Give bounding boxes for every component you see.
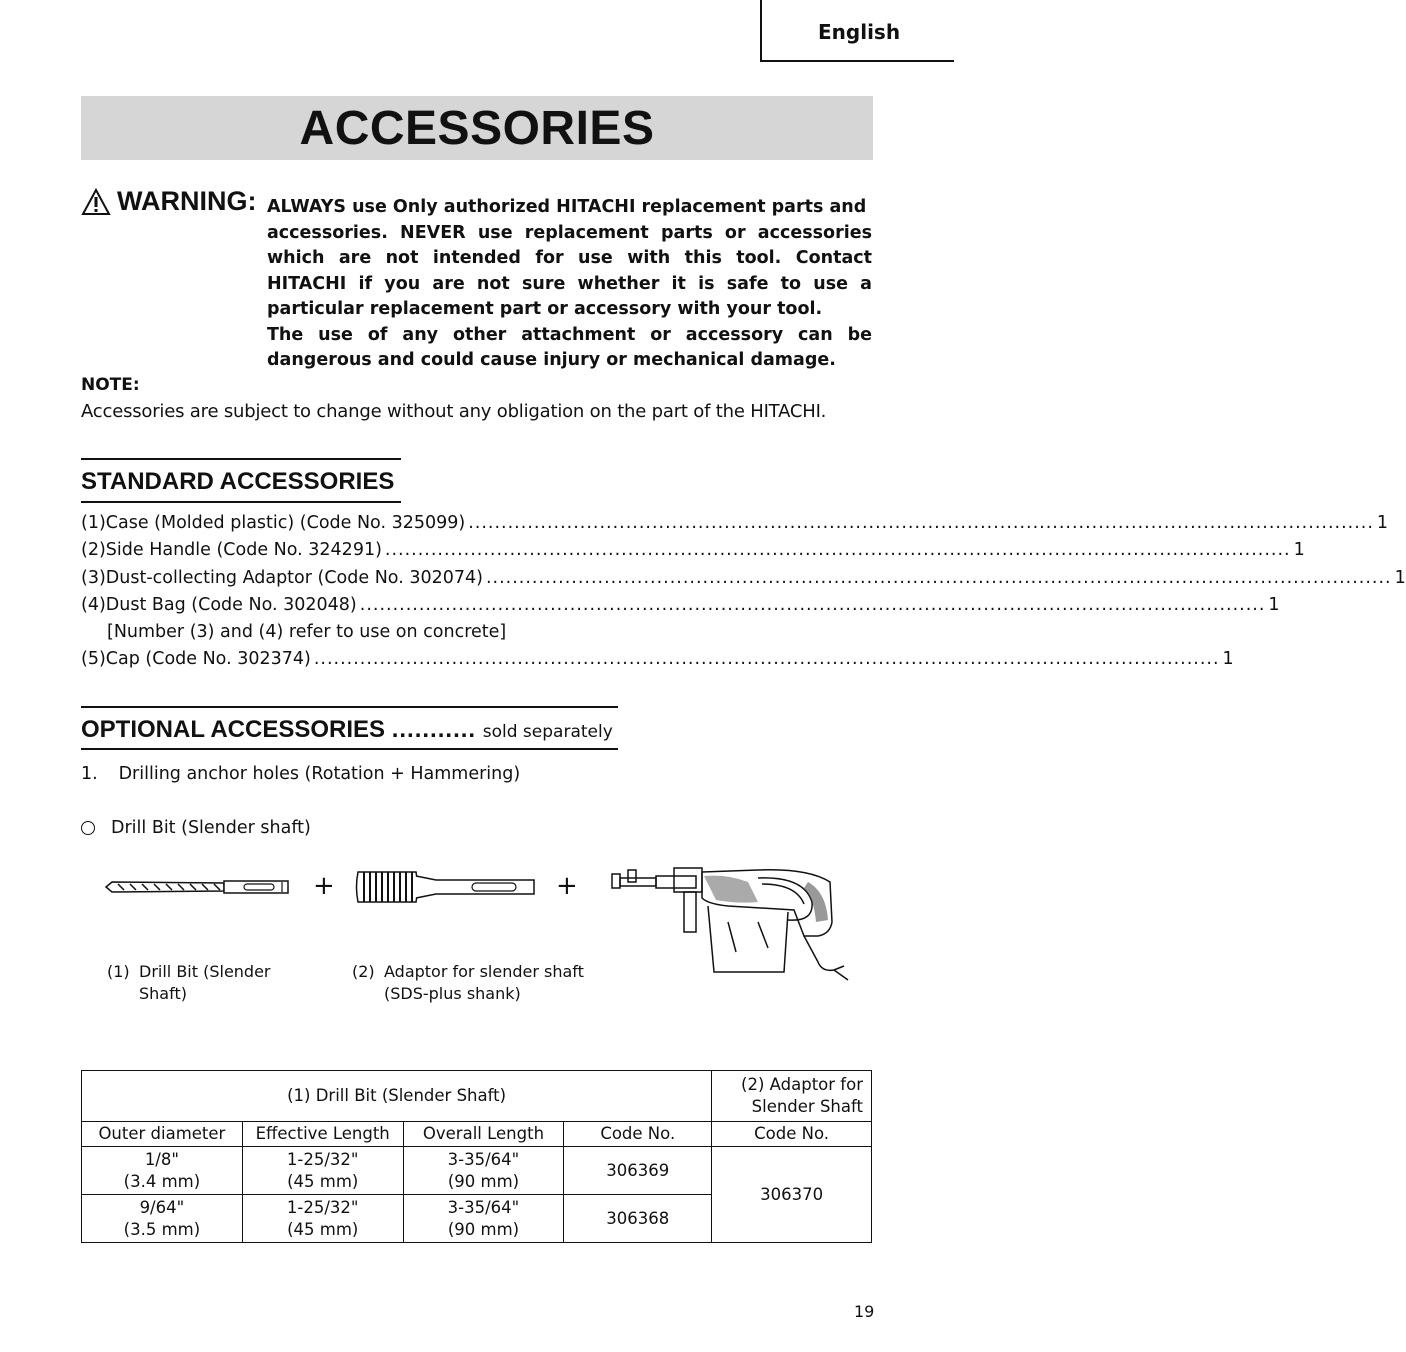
bullet-item	[81, 818, 311, 838]
table-group-header: (1) Drill Bit (Slender Shaft)	[82, 1071, 712, 1122]
table-row	[82, 1071, 872, 1122]
dot-leader: ..........................................................................................................................................	[359, 594, 1266, 615]
table-cell	[82, 1147, 243, 1195]
cell-line: (3.5 mm)	[123, 1219, 201, 1239]
table-cell: 306369	[564, 1147, 712, 1195]
cell-line: 1/8"	[144, 1149, 179, 1169]
table-cell	[82, 1195, 243, 1243]
caption-line: (SDS-plus shank)	[384, 984, 521, 1003]
caption-adaptor	[352, 961, 584, 1005]
dot-leader: ..........................................................................................................................................	[313, 649, 1220, 670]
list-sub-note: [Number (3) and (4) refer to use on concrete]	[107, 622, 507, 643]
table-header-cell: Code No.	[712, 1122, 872, 1147]
standard-heading-text: STANDARD ACCESSORIES	[81, 468, 395, 495]
caption-number: (2)	[352, 962, 375, 981]
list-item	[81, 540, 1305, 567]
item-qty: 1	[1268, 594, 1280, 615]
table-cell: 306368	[564, 1195, 712, 1243]
item-label: (4)Dust Bag (Code No. 302048)	[81, 594, 357, 615]
item-qty: 1	[1376, 513, 1389, 533]
circle-bullet-icon	[81, 821, 95, 835]
table-cell: 306370	[712, 1147, 872, 1243]
item-qty: 1	[1222, 649, 1234, 670]
optional-heading-dots: ...........	[391, 716, 477, 743]
item-label: (2)Side Handle (Code No. 324291)	[81, 540, 382, 561]
cell-line: (3.4 mm)	[123, 1171, 201, 1191]
item-number: 1.	[81, 764, 98, 784]
standard-accessories-list	[81, 513, 1406, 677]
language-tab	[760, 0, 954, 62]
adaptor-illustration	[352, 866, 538, 908]
warning-line1: ALWAYS use Only authorized HITACHI replacement parts and	[267, 197, 867, 217]
item-qty: 1	[1293, 540, 1305, 561]
dot-leader: ..........................................................................................................................................	[468, 513, 1374, 533]
table-header-cell: Code No.	[564, 1122, 712, 1147]
item-qty: 1	[1394, 567, 1406, 588]
caption-line: Shaft)	[139, 984, 187, 1003]
item-label: (1)Case (Molded plastic) (Code No. 325099)	[81, 513, 466, 533]
note-label: NOTE:	[81, 375, 140, 395]
drill-bit-spec-table	[81, 1070, 872, 1243]
table-header-cell: Effective Length	[242, 1122, 403, 1147]
cell-line: (90 mm)	[447, 1171, 520, 1191]
warning-triangle-icon	[81, 188, 111, 216]
list-item	[81, 513, 1389, 540]
cell-line: 3-35/64"	[447, 1149, 520, 1169]
cell-line: 1-25/32"	[286, 1149, 359, 1169]
caption-drill-bit	[107, 961, 271, 1005]
caption-line: Adaptor for slender shaft	[384, 962, 584, 981]
optional-item-1	[81, 764, 520, 784]
warning-para1: accessories. NEVER use replacement parts or accessories which are not intended for use with this tool. Contact HITACHI if you are not sure whether it is safe to use a particular replacement part or accessory with your tool.	[267, 222, 872, 319]
item-text: Drilling anchor holes (Rotation + Hammering)	[118, 764, 521, 784]
warning-text	[267, 195, 872, 374]
caption-line: Drill Bit (Slender	[139, 962, 271, 981]
item-label: (5)Cap (Code No. 302374)	[81, 649, 311, 670]
warning-para2: The use of any other attachment or accessory can be dangerous and could cause injury or mechanical damage.	[267, 324, 872, 370]
dot-leader: ..........................................................................................................................................	[384, 540, 1291, 561]
table-cell	[242, 1195, 403, 1243]
table-row	[82, 1147, 872, 1195]
cell-line: (45 mm)	[287, 1219, 359, 1239]
optional-heading-text: OPTIONAL ACCESSORIES	[81, 716, 386, 743]
table-header-cell: Overall Length	[403, 1122, 564, 1147]
item-label: (3)Dust-collecting Adaptor (Code No. 302074)	[81, 567, 483, 588]
page-number: 19	[854, 1302, 875, 1321]
cell-line: 1-25/32"	[286, 1197, 359, 1217]
table-header-cell: Outer diameter	[82, 1122, 243, 1147]
list-item	[81, 649, 1234, 676]
plus-sign: +	[556, 871, 578, 901]
dot-leader: ..........................................................................................................................................	[485, 567, 1392, 588]
sold-separately-text: sold separately	[482, 722, 613, 742]
cell-line: 9/64"	[139, 1197, 185, 1217]
warning-heading	[81, 186, 256, 217]
list-item	[81, 594, 1280, 622]
table-cell	[242, 1147, 403, 1195]
drill-bit-illustration	[104, 877, 292, 897]
note-text: Accessories are subject to change without any obligation on the part of the HITACHI.	[81, 401, 827, 422]
list-item	[81, 567, 1406, 595]
table-group-header-line: (2) Adaptor for	[741, 1075, 863, 1094]
cell-line: (90 mm)	[447, 1219, 520, 1239]
language-label: English	[818, 20, 901, 44]
table-cell	[403, 1147, 564, 1195]
hammer-drill-illustration	[608, 862, 858, 984]
table-group-header-line: Slender Shaft	[751, 1097, 863, 1116]
page-title: ACCESSORIES	[299, 101, 655, 155]
plus-sign: +	[313, 871, 335, 901]
table-row	[82, 1122, 872, 1147]
standard-accessories-heading	[81, 458, 401, 503]
table-cell	[403, 1195, 564, 1243]
bullet-text: Drill Bit (Slender shaft)	[111, 818, 311, 838]
title-bar	[81, 96, 873, 160]
cell-line: 3-35/64"	[447, 1197, 520, 1217]
caption-number: (1)	[107, 962, 130, 981]
optional-accessories-heading	[81, 706, 618, 750]
warning-label: WARNING:	[117, 186, 257, 216]
cell-line: (45 mm)	[287, 1171, 359, 1191]
table-group-header	[712, 1071, 872, 1122]
